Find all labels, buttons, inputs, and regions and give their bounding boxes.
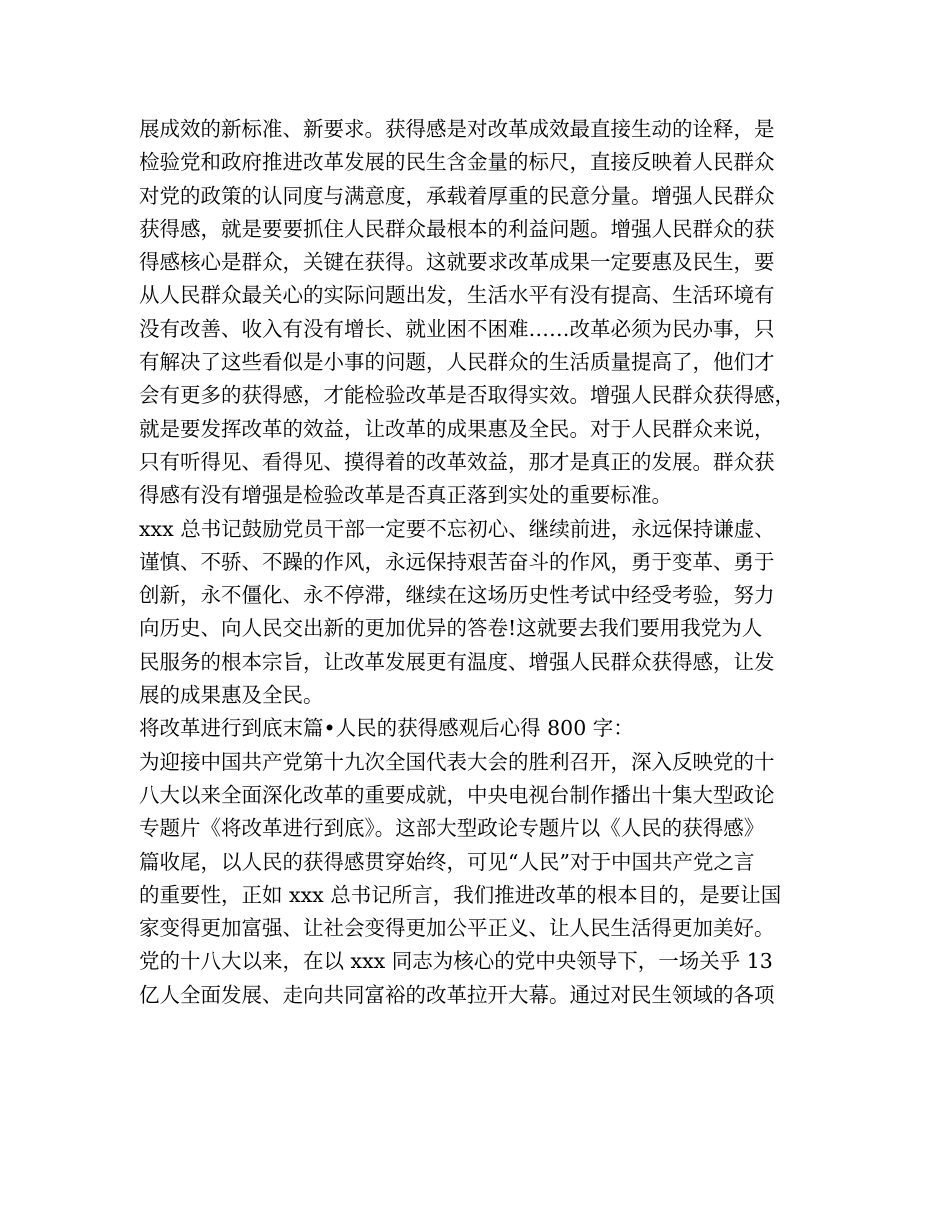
text-line-10: 就是要发挥改革的效益，让改革的成果惠及全民。对于人民群众来说，	[139, 416, 775, 441]
text-line-25: 家变得更加富强、让社会变得更加公平正义、让人民生活得更加美好。	[139, 916, 775, 941]
text-line-12: 得感有没有增强是检验改革是否真正落到实处的重要标准。	[139, 483, 672, 508]
text-line-22: 专题片《将改革进行到底》。这部大型政论专题片以《人民的获得感》	[139, 816, 765, 841]
text-line-18: 展的成果惠及全民。	[139, 683, 324, 708]
text-line-17: 民服务的根本宗旨，让改革发展更有温度、增强人民群众获得感，让发	[139, 649, 775, 674]
text-line-9: 会有更多的获得感，才能检验改革是否取得实效。增强人民群众获得感，	[139, 383, 795, 408]
text-line-1: 展成效的新标准、新要求。获得感是对改革成效最直接生动的诠释，是	[139, 117, 775, 141]
text-line-21: 八大以来全面深化改革的重要成就，中央电视台制作播出十集大型政论	[139, 782, 775, 807]
body-text	[139, 113, 829, 1012]
text-line-6: 从人民群众最关心的实际问题出发，生活水平有没有提高、生活环境有	[139, 283, 775, 308]
text-line-13: xxx 总书记鼓励党员干部一定要不忘初心、继续前进，永远保持谦虚、	[139, 516, 775, 541]
text-line-3: 对党的政策的认同度与满意度，承载着厚重的民意分量。增强人民群众	[139, 183, 775, 208]
text-line-7: 没有改善、收入有没有增长、就业困不困难……改革必须为民办事，只	[139, 316, 775, 341]
text-line-2: 检验党和政府推进改革发展的民生含金量的标尺，直接反映着人民群众	[139, 150, 775, 175]
section-heading: 将改革进行到底末篇•人民的获得感观后心得 800 字：	[139, 716, 634, 741]
text-line-11: 只有听得见、看得见、摸得着的改革效益，那才是真正的发展。群众获	[139, 449, 775, 474]
text-line-5: 得感核心是群众，关键在获得。这就要求改革成果一定要惠及民生，要	[139, 250, 775, 275]
text-line-8: 有解决了这些看似是小事的问题，人民群众的生活质量提高了，他们才	[139, 350, 775, 375]
text-line-14: 谨慎、不骄、不躁的作风，永远保持艰苦奋斗的作风，勇于变革、勇于	[139, 549, 775, 574]
text-line-16: 向历史、向人民交出新的更加优异的答卷!这就要去我们要用我党为人	[139, 616, 763, 641]
text-line-24: 的重要性，正如 xxx 总书记所言，我们推进改革的根本目的，是要让国	[139, 882, 782, 907]
text-line-23: 篇收尾，以人民的获得感贯穿始终，可见“人民”对于中国共产党之言	[139, 849, 755, 874]
text-line-26: 党的十八大以来，在以 xxx 同志为核心的党中央领导下，一场关乎 13	[139, 949, 773, 974]
text-line-4: 获得感，就是要要抓住人民群众最根本的利益问题。增强人民群众的获	[139, 216, 775, 241]
text-line-20: 为迎接中国共产党第十九次全国代表大会的胜利召开，深入反映党的十	[139, 749, 775, 774]
text-line-27: 亿人全面发展、走向共同富裕的改革拉开大幕。通过对民生领域的各项	[139, 982, 775, 1007]
text-line-15: 创新，永不僵化、永不停滞，继续在这场历史性考试中经受考验，努力	[139, 583, 775, 608]
